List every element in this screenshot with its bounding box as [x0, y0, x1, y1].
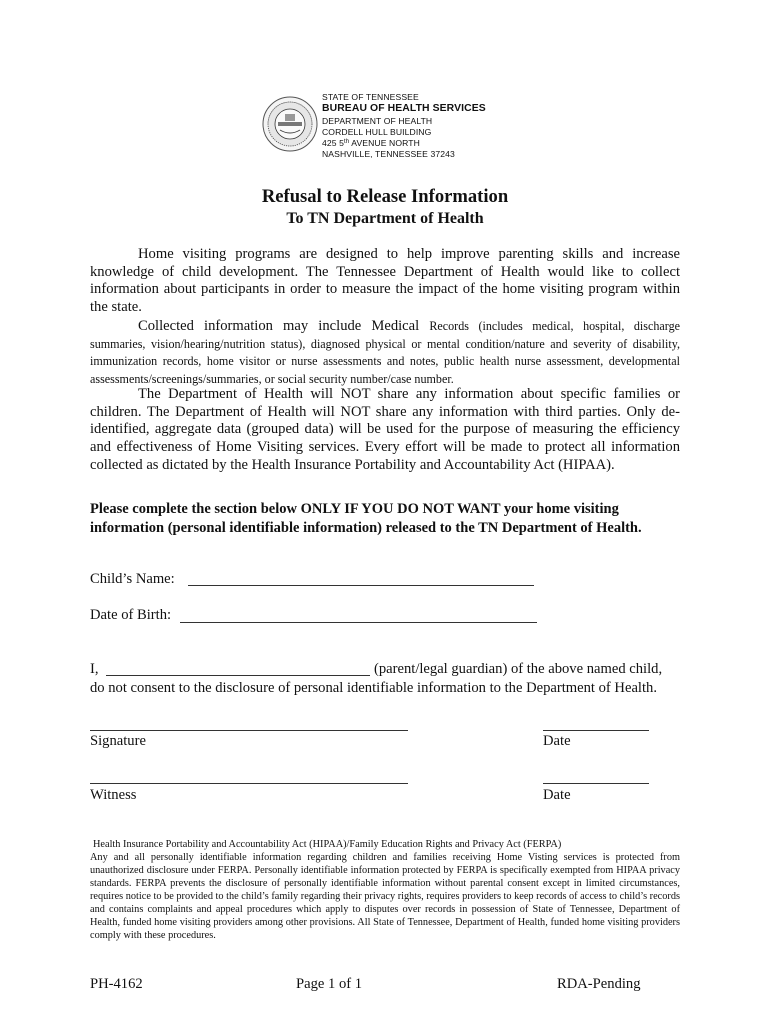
header-city: NASHVILLE, TENNESSEE 37243 — [322, 149, 455, 159]
header-building: CORDELL HULL BUILDING — [322, 127, 432, 137]
signature-date-label: Date — [543, 733, 571, 749]
signature-date-field[interactable] — [543, 730, 649, 731]
signature-field[interactable] — [90, 730, 408, 731]
collected-info-paragraph: Collected information may include Medical Records (includes medical, hospital, discharge summaries, vision/hearing/nutrition status), diagnosed physical or mental condition/nature and severity of disability, immunization records, home visitor or nurse assessments and notes, public health nurse assessment, developmental assessments/screenings/summaries, or social security number/case number. — [90, 318, 681, 387]
witness-label: Witness — [90, 787, 137, 803]
consent-role-text: (parent/legal guardian) of the above named child, — [374, 661, 663, 677]
consent-statement: do not consent to the disclosure of personal identifiable information to the Department of Health. — [90, 680, 657, 696]
intro-paragraph: Home visiting programs are designed to help improve parenting skills and increase knowledge of child development. The Tennessee Department of Health would like to collect information about participants in order to measure the impact of the home visiting program within the state. — [90, 246, 680, 316]
witness-date-field[interactable] — [543, 783, 649, 784]
header-department: DEPARTMENT OF HEALTH — [322, 116, 433, 126]
header-bureau: BUREAU OF HEALTH SERVICES — [322, 103, 486, 114]
signature-label: Signature — [90, 733, 146, 749]
witness-date-label: Date — [543, 787, 571, 803]
legal-text: Any and all personally identifiable information regarding children and families receiving Home Visting services is protected from unauthorized disclosure under FERPA. Personally identifiable information protected by FERPA is specifically exempted from HIPAA privacy standards. FERPA prevents the disclosure of personally identifiable information without parental consent except in limited circumstances, requires notice to be provided to the child’s family regarding their privacy rights, requires providers to keep records of access to child’s records and contains complaints and appeal procedures which apply to disputes over records in possession of State of Tennessee, Department of Health, funded home visiting providers among other provisions. All State of Tennessee, Department of Health, funded home visiting providers comply with these procedures. — [90, 852, 680, 941]
privacy-legal-notice — [90, 838, 680, 942]
header-state: STATE OF TENNESSEE — [322, 92, 419, 102]
data-sharing-paragraph: The Department of Health will NOT share any information about specific families or children. The Department of Health will NOT share any information with third parties. Only de-identified, aggregate data (grouped data) will be used for the purpose of measuring the efficiency and effectiveness of Home Visiting services. Every effort will be made to protect all information collected as dictated by the Health Insurance Portability and Accountability Act (HIPAA). — [90, 386, 680, 473]
dob-label: Date of Birth: — [90, 607, 172, 623]
instruction-notice: Please complete the section below ONLY IF YOU DO NOT WANT your home visiting information (personal identifiable information) released to the TN Department of Health. — [90, 501, 642, 536]
dob-field[interactable] — [180, 622, 537, 623]
consent-prefix: I, — [90, 661, 99, 677]
legal-title: Health Insurance Portability and Accountability Act (HIPAA)/Family Education Rights and Privacy Act (FERPA) — [93, 839, 562, 850]
page-title: Refusal to Release Information — [261, 186, 509, 207]
child-name-label: Child’s Name: — [90, 571, 175, 587]
tennessee-state-seal-icon — [262, 96, 318, 152]
form-id: PH-4162 — [90, 976, 143, 992]
page-subtitle: To TN Department of Health — [286, 210, 484, 227]
header-street: 425 5th AVENUE NORTH — [322, 138, 420, 148]
form-status: RDA-Pending — [557, 976, 641, 992]
child-name-field[interactable] — [188, 585, 534, 586]
guardian-name-field[interactable] — [106, 675, 370, 676]
page-number: Page 1 of 1 — [296, 976, 363, 992]
witness-field[interactable] — [90, 783, 408, 784]
